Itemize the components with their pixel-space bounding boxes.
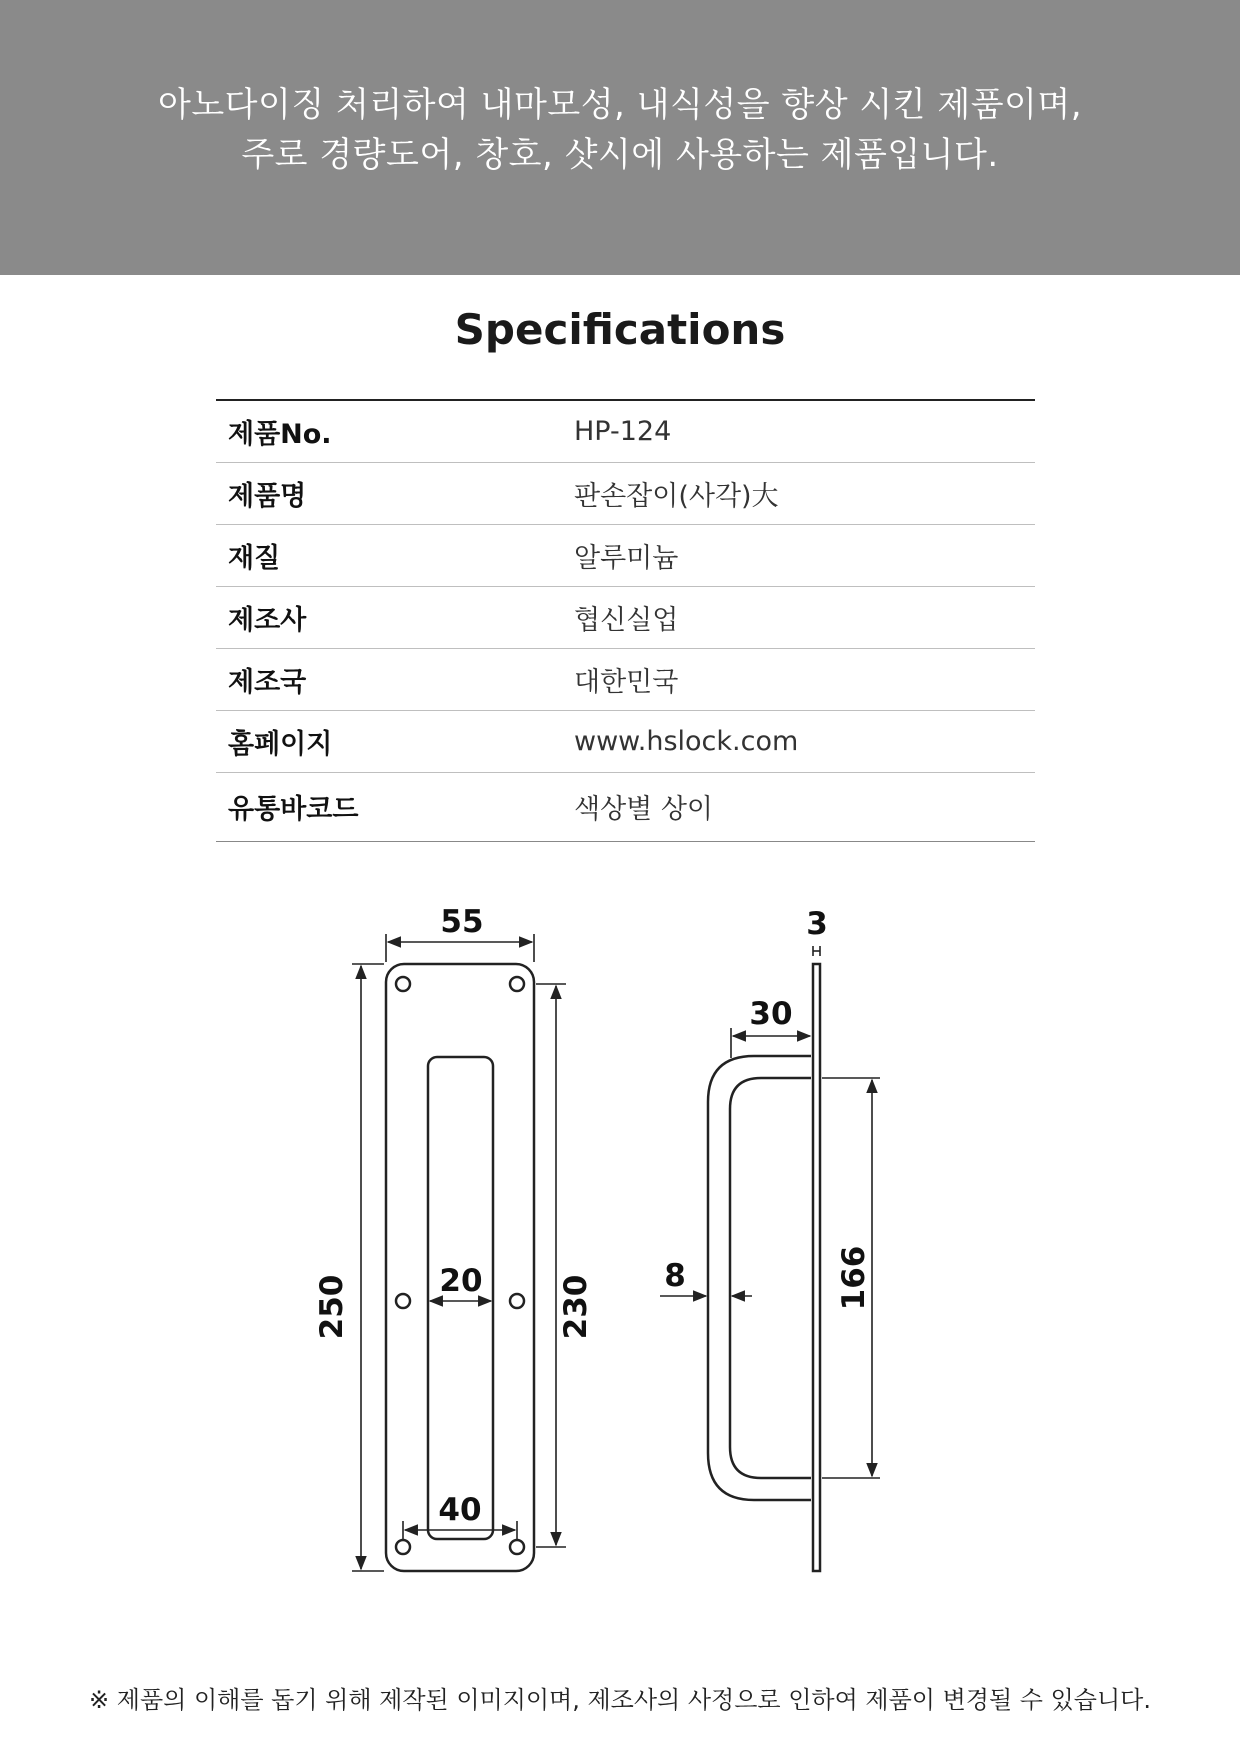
spec-value: 판손잡이(사각)大 — [574, 480, 779, 512]
spec-key: 홈페이지 — [228, 728, 333, 760]
technical-drawing — [0, 860, 1240, 1660]
dim-label-hole-span: 230 — [558, 1274, 594, 1340]
table-row — [216, 586, 1035, 648]
disclaimer-note: ※ 제품의 이해를 돕기 위해 제작된 이미지이며, 제조사의 사정으로 인하여 제품이 변경될 수 있습니다. — [89, 1686, 1151, 1714]
spec-key: 재질 — [228, 542, 281, 574]
spec-key: 제품No. — [228, 418, 332, 450]
intro-banner — [0, 0, 1240, 275]
spec-value: 알루미늄 — [574, 542, 679, 574]
spec-key: 제조국 — [228, 666, 307, 698]
screw-hole — [396, 977, 410, 991]
dim-label-thickness: 3 — [806, 906, 828, 942]
spec-value: 협신실업 — [574, 604, 679, 636]
table-row — [216, 710, 1035, 772]
drawing-svg — [0, 860, 1240, 1660]
spec-value: www.hslock.com — [574, 725, 799, 757]
dim-label-projection: 30 — [749, 996, 793, 1032]
intro-line-2: 주로 경량도어, 창호, 샷시에 사용하는 제품입니다. — [241, 135, 999, 175]
screw-hole — [396, 1294, 410, 1308]
spec-key: 제조사 — [228, 604, 307, 636]
table-row — [216, 400, 1035, 462]
table-row — [216, 648, 1035, 710]
table-row — [216, 772, 1035, 841]
screw-hole — [510, 1294, 524, 1308]
handle-outer — [708, 1056, 811, 1500]
spec-table — [216, 399, 1035, 842]
dim-label-slot: 20 — [439, 1263, 483, 1299]
dim-label-bottom: 40 — [438, 1492, 482, 1528]
dim-label-height: 250 — [314, 1274, 350, 1340]
screw-hole — [510, 977, 524, 991]
spec-value: 대한민국 — [574, 666, 679, 698]
intro-line-1: 아노다이징 처리하여 내마모성, 내식성을 향상 시킨 제품이며, — [157, 85, 1083, 125]
side-plate — [813, 964, 820, 1571]
spec-key: 유통바코드 — [228, 794, 359, 825]
dim-label-rod: 8 — [664, 1258, 686, 1294]
table-row — [216, 524, 1035, 586]
dim-label-width: 55 — [440, 904, 484, 940]
spec-value: 색상별 상이 — [574, 794, 713, 825]
spec-key: 제품명 — [228, 480, 307, 512]
handle-inner — [730, 1078, 811, 1478]
table-row — [216, 462, 1035, 524]
spec-value: HP-124 — [574, 415, 672, 447]
spec-title: Specifications — [454, 305, 786, 354]
screw-hole — [396, 1540, 410, 1554]
dim-label-grip: 166 — [836, 1245, 872, 1311]
screw-hole — [510, 1540, 524, 1554]
